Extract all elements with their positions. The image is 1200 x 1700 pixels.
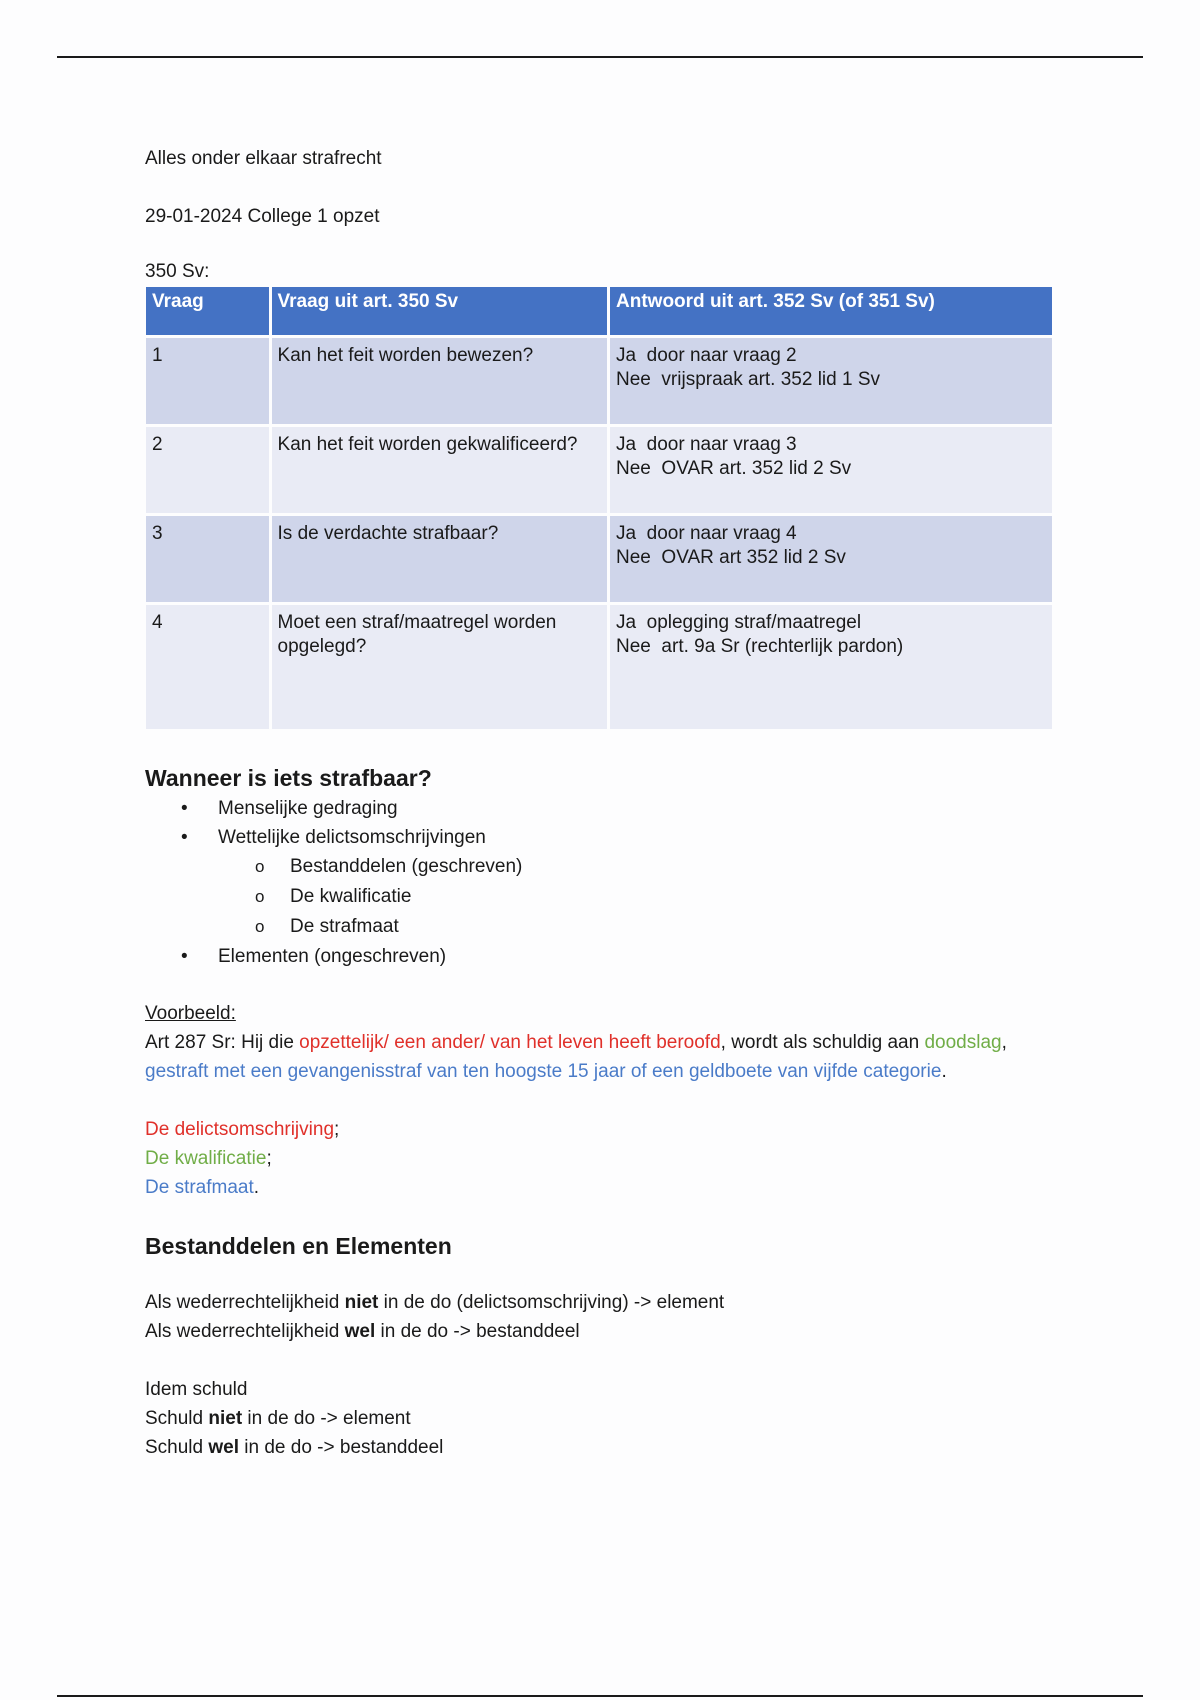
rule-text: in de do (delictsomschrijving) -> element: [378, 1292, 725, 1313]
rule-text: Als wederrechtelijkheid: [145, 1321, 345, 1342]
legend-line: [145, 1144, 1065, 1173]
row-question: Kan het feit worden gekwalificeerd?: [272, 427, 607, 513]
rule-emphasis: niet: [344, 1292, 379, 1313]
example-paragraph: [145, 1028, 1065, 1086]
list-item: [145, 942, 1065, 971]
bottom-rule: [57, 1695, 1143, 1697]
list-item-text: Wettelijke delictsomschrijvingen: [218, 827, 486, 848]
table-row: [146, 338, 1052, 424]
rule-line: [145, 1288, 1065, 1317]
rule-text: Schuld: [145, 1408, 209, 1429]
example-text: Art 287 Sr: Hij die: [145, 1032, 300, 1053]
legend-line: [145, 1115, 1065, 1144]
example-text: , wordt als schuldig aan: [720, 1032, 925, 1053]
rule-emphasis: niet: [208, 1408, 243, 1429]
answer-no: Nee art. 9a Sr (rechterlijk pardon): [616, 636, 904, 657]
example-label: [145, 999, 1065, 1028]
legend-delictsomschrijving: De delictsomschrijving: [145, 1119, 335, 1140]
row-number: 1: [146, 338, 269, 424]
example-label-text: Voorbeeld:: [145, 1003, 236, 1024]
answer-yes: Ja oplegging straf/maatregel: [616, 612, 862, 633]
example-kwalificatie: doodslag: [924, 1032, 1002, 1053]
list-item: [145, 823, 1065, 942]
bullet-icon: •: [181, 946, 188, 967]
rule-text: in de do -> bestanddeel: [375, 1321, 580, 1342]
row-question: Kan het feit worden bewezen?: [272, 338, 607, 424]
legend-line: [145, 1173, 1065, 1202]
header-vraag-350: Vraag uit art. 350 Sv: [272, 287, 607, 335]
answer-yes: Ja door naar vraag 3: [616, 434, 797, 455]
legend-punct: ;: [266, 1148, 272, 1169]
document-body: [145, 144, 1065, 1462]
sub-list-item-text: De kwalificatie: [290, 886, 412, 907]
section-heading-strafbaar: Wanneer is iets strafbaar?: [145, 765, 432, 791]
row-question: Moet een straf/maatregel worden opgelegd?: [272, 605, 607, 729]
rule-emphasis: wel: [208, 1437, 239, 1458]
row-answer: [610, 338, 1052, 424]
header-antwoord-352: Antwoord uit art. 352 Sv (of 351 Sv): [610, 287, 1052, 335]
answer-no: Nee OVAR art 352 lid 2 Sv: [616, 547, 846, 568]
bullet-icon: •: [181, 798, 188, 819]
sub-list-item: [145, 852, 1065, 882]
rule-line: [145, 1317, 1065, 1346]
sub-list-item: [145, 912, 1065, 942]
header-vraag: Vraag: [146, 287, 269, 335]
sub-list-item: [145, 882, 1065, 912]
row-number: 3: [146, 516, 269, 602]
rule-text: Schuld: [145, 1437, 209, 1458]
circle-bullet-icon: o: [255, 887, 265, 906]
rule-line: Idem schuld: [145, 1379, 248, 1400]
table-row: [146, 516, 1052, 602]
example-text: .: [941, 1061, 947, 1082]
sub-list-item-text: Bestanddelen (geschreven): [290, 856, 523, 877]
row-answer: [610, 516, 1052, 602]
sub-list-item-text: De strafmaat: [290, 916, 399, 937]
row-number: 4: [146, 605, 269, 729]
row-answer: [610, 605, 1052, 729]
answer-no: Nee vrijspraak art. 352 lid 1 Sv: [616, 369, 881, 390]
date-line: 29-01-2024 College 1 opzet: [145, 206, 380, 227]
circle-bullet-icon: o: [255, 917, 265, 936]
example-text: ,: [1001, 1032, 1007, 1053]
strafbaar-list: [145, 794, 1065, 971]
answer-yes: Ja door naar vraag 2: [616, 345, 797, 366]
sub-list: [218, 852, 1065, 942]
row-number: 2: [146, 427, 269, 513]
row-question: Is de verdachte strafbaar?: [272, 516, 607, 602]
rule-emphasis: wel: [344, 1321, 376, 1342]
list-item-text: Elementen (ongeschreven): [218, 946, 447, 967]
example-strafmaat: gestraft met een gevangenisstraf van ten hoogste 15 jaar of een geldboete van vijfde categorie: [145, 1061, 942, 1082]
section-heading-bestanddelen: Bestanddelen en Elementen: [145, 1233, 452, 1259]
row-answer: [610, 427, 1052, 513]
list-item-text: Menselijke gedraging: [218, 798, 398, 819]
legend-punct: .: [253, 1177, 260, 1198]
bullet-icon: •: [181, 827, 188, 848]
rule-line: [145, 1433, 1065, 1462]
procedure-table: [143, 284, 1055, 732]
list-item: [145, 794, 1065, 823]
legend-strafmaat: De strafmaat: [145, 1177, 254, 1198]
rule-text: in de do -> bestanddeel: [239, 1437, 444, 1458]
answer-no: Nee OVAR art. 352 lid 2 Sv: [616, 458, 852, 479]
doc-title: Alles onder elkaar strafrecht: [145, 148, 382, 169]
table-caption: 350 Sv:: [145, 261, 210, 282]
legend-kwalificatie: De kwalificatie: [145, 1148, 267, 1169]
top-rule: [57, 56, 1143, 58]
table-header-row: [146, 287, 1052, 335]
rule-line: [145, 1404, 1065, 1433]
rule-text: Als wederrechtelijkheid: [145, 1292, 345, 1313]
example-delictsomschrijving: opzettelijk/ een ander/ van het leven heeft beroofd: [299, 1032, 721, 1053]
legend-punct: ;: [334, 1119, 340, 1140]
rule-text: in de do -> element: [242, 1408, 411, 1429]
table-row: [146, 605, 1052, 729]
circle-bullet-icon: o: [255, 857, 265, 876]
answer-yes: Ja door naar vraag 4: [616, 523, 797, 544]
table-row: [146, 427, 1052, 513]
